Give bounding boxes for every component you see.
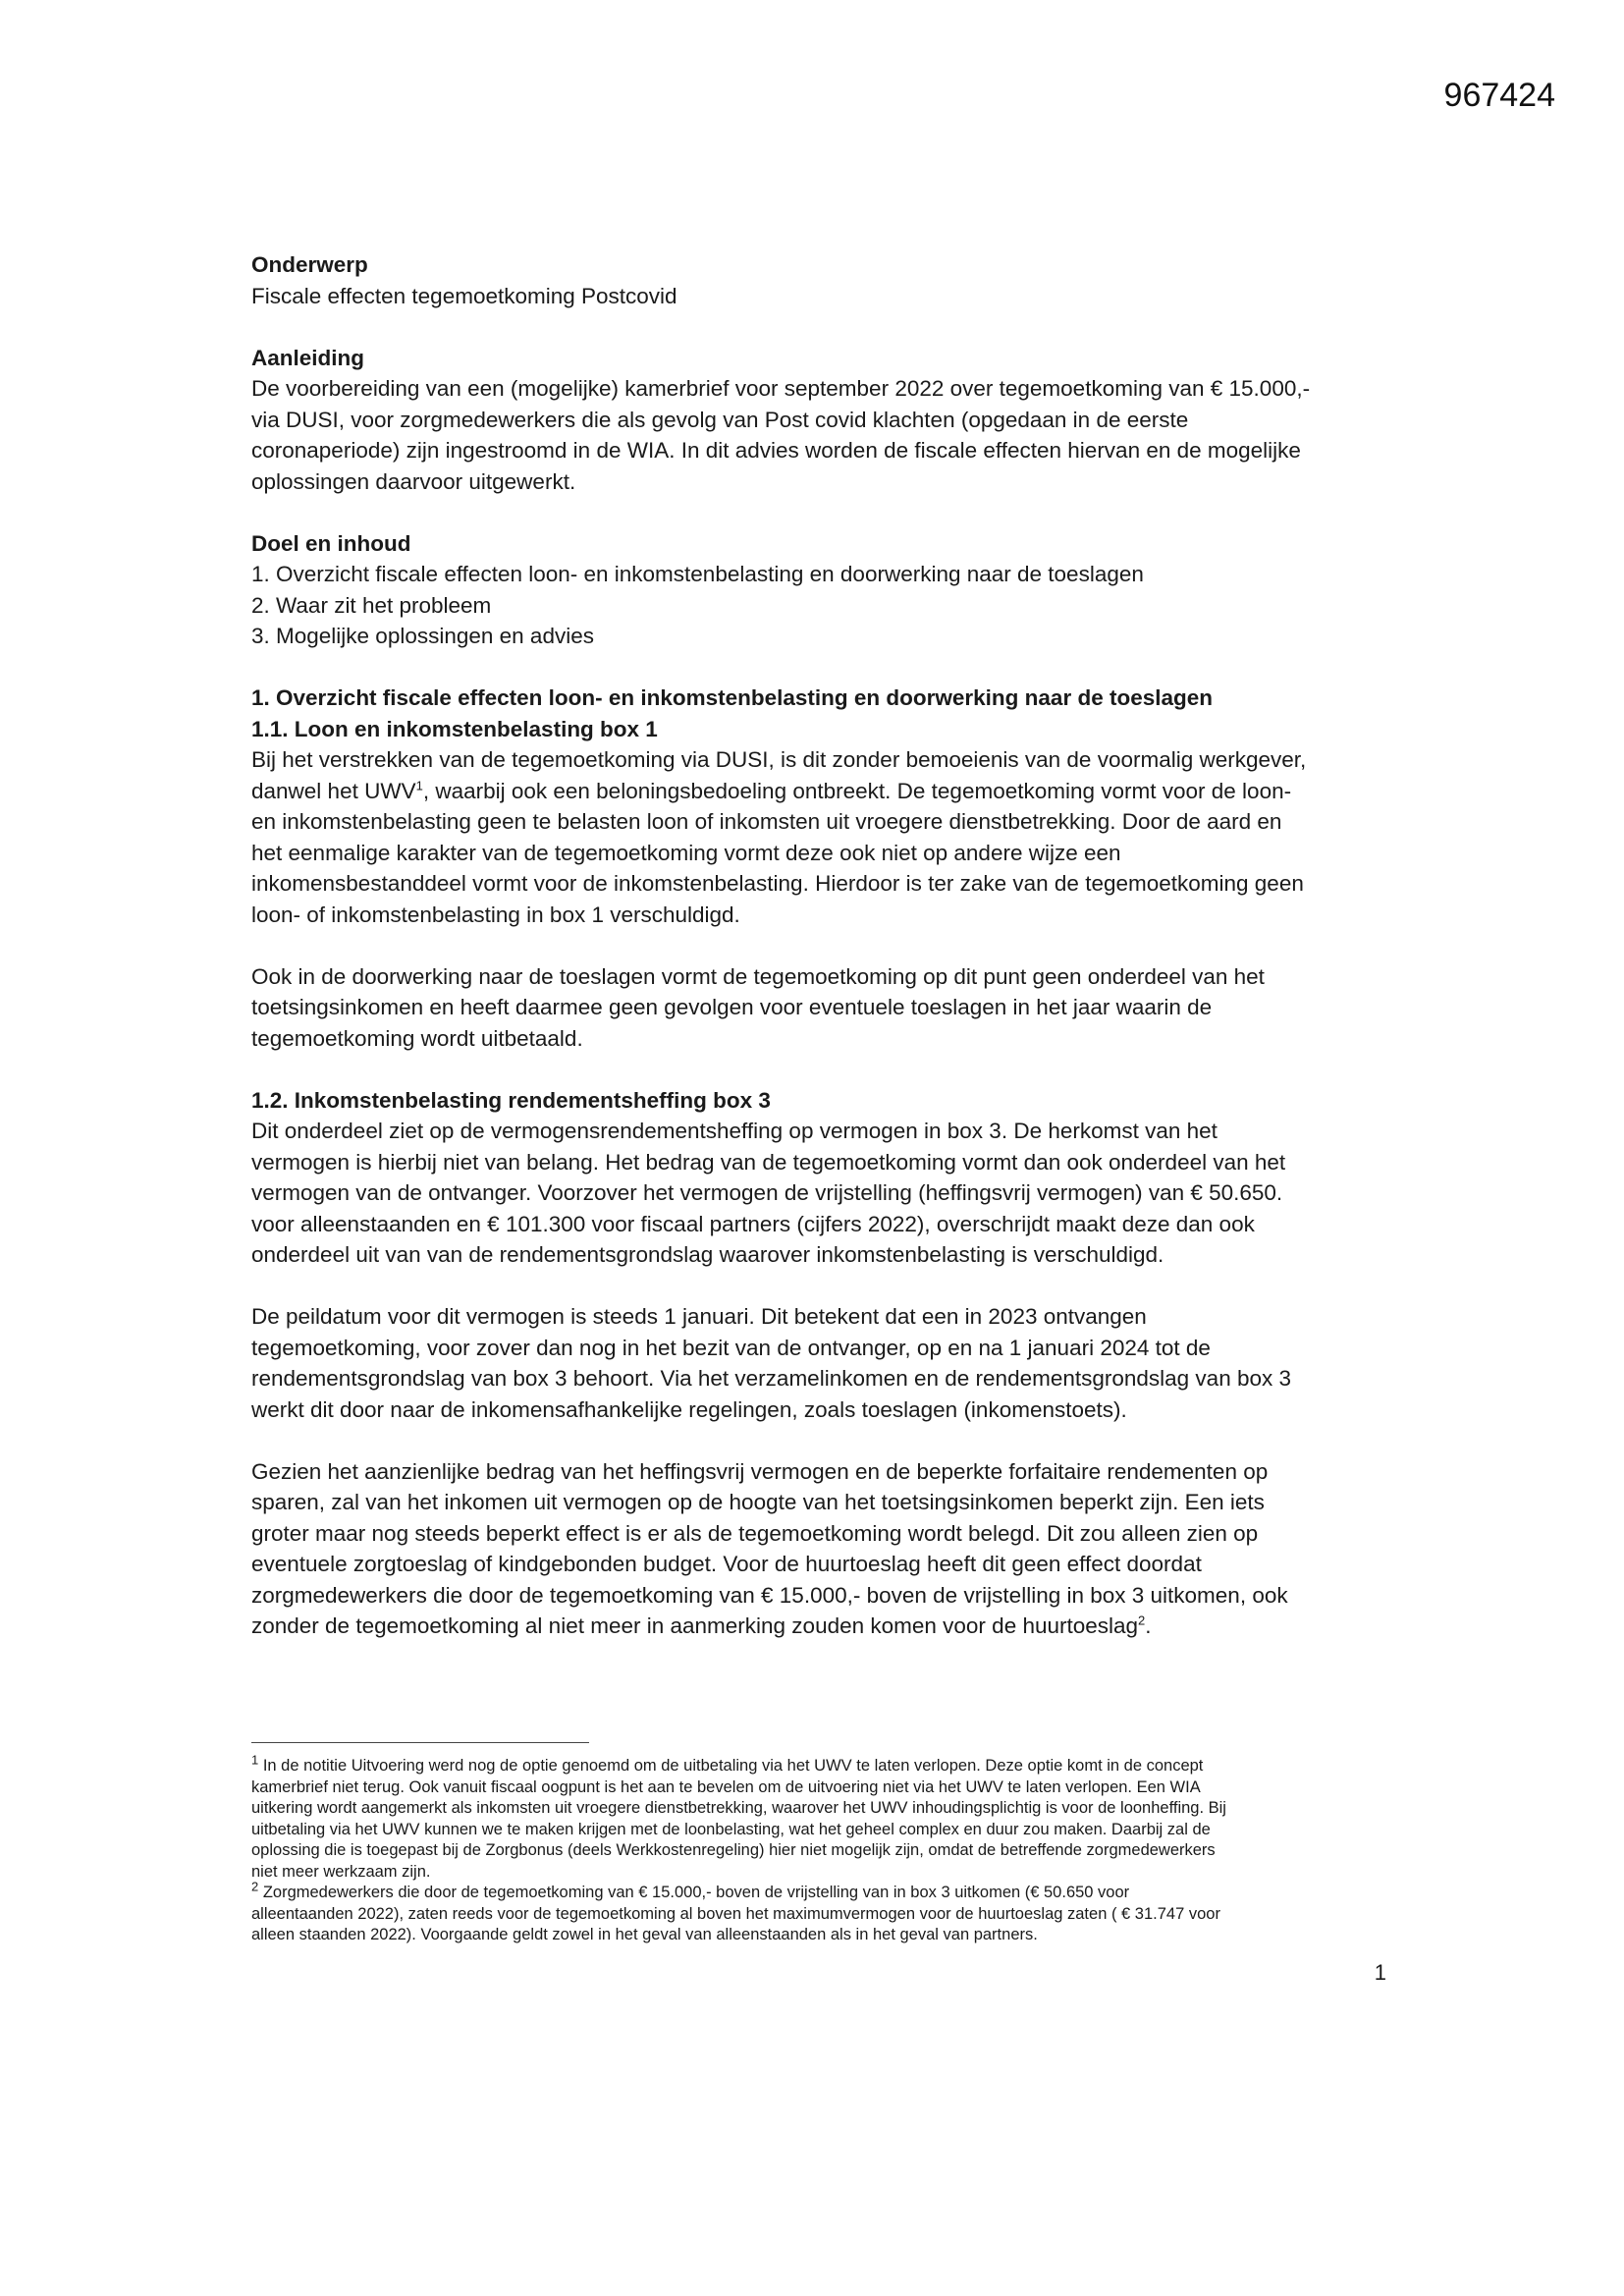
document-body: [251, 249, 1390, 1642]
footnote-ref-2: 2: [1138, 1613, 1146, 1628]
section-1-1-heading: 1.1. Loon en inkomstenbelasting box 1: [251, 716, 658, 741]
section-1-heading: 1. Overzicht fiscale effecten loon- en inkomstenbelasting en doorwerking naar de toeslagen: [251, 685, 1213, 710]
paragraph-line: [251, 1611, 1390, 1642]
footnote-2-line: [251, 1879, 1390, 1904]
footnote-marker-2: 2: [251, 1879, 259, 1894]
footnote-separator: [251, 1742, 589, 1743]
paragraph-line: tegemoetkoming, voor zover dan nog in het bezit van de ontvanger, op en na 1 januari 2024 tot de: [251, 1335, 1211, 1360]
paragraph-line: zorgmedewerkers die door de tegemoetkoming van € 15.000,- boven de vrijstelling in box 3 uitkomen, ook: [251, 1582, 1288, 1608]
section-1-2-paragraph-2: [251, 1301, 1390, 1425]
footnote-1-line: oplossing die is toegepast bij de Zorgbonus (deels Werkkostenregeling) hier niet mogelijk zijn, omdat de betreffende zorgmedewerkers: [251, 1841, 1216, 1859]
footnote-1-line: [251, 1752, 1390, 1777]
doel-list-item: 3. Mogelijke oplossingen en advies: [251, 624, 594, 648]
section-onderwerp: [251, 249, 1390, 311]
paragraph-line: Bij het verstrekken van de tegemoetkoming via DUSI, is dit zonder bemoeienis van de voormalig werkgever,: [251, 747, 1307, 772]
paragraph-line: Gezien het aanzienlijke bedrag van het heffingsvrij vermogen en de beperkte forfaitaire rendementen op: [251, 1458, 1269, 1484]
footnote-ref-1: 1: [415, 778, 423, 793]
section-1-1-paragraph-2: [251, 961, 1390, 1055]
paragraph-line: Ook in de doorwerking naar de toeslagen vormt de tegemoetkoming op dit punt geen onderdeel van het: [251, 963, 1265, 989]
footnote-1-line: uitbetaling via het UWV kunnen we te maken krijgen met de loonbelasting, wat het geheel complex en duur zou maken. Daarbij zal de: [251, 1820, 1211, 1838]
aanleiding-line: De voorbereiding van een (mogelijke) kamerbrief voor september 2022 over tegemoetkoming van € 15.000,-: [251, 376, 1311, 401]
section-doel-en-inhoud: [251, 528, 1390, 652]
text-span: danwel het UWV: [251, 778, 416, 803]
aanleiding-line: oplossingen daarvoor uitgewerkt.: [251, 468, 576, 494]
paragraph-line: werkt dit door naar de inkomensafhankelijke regelingen, zoals toeslagen (inkomenstoets).: [251, 1396, 1127, 1422]
paragraph-line: sparen, zal van het inkomen uit vermogen op de hoogte van het toetsingsinkomen beperkt zijn. Een iets: [251, 1490, 1265, 1514]
paragraph-line: het eenmalige karakter van de tegemoetkoming vormt deze ook niet op andere wijze een: [251, 840, 1121, 865]
aanleiding-heading: Aanleiding: [251, 345, 365, 370]
paragraph-line: vermogen is hierbij niet van belang. Het bedrag van de tegemoetkoming vormt dan ook onderdeel van het: [251, 1149, 1286, 1175]
onderwerp-text: Fiscale effecten tegemoetkoming Postcovid: [251, 283, 677, 308]
doel-list-item: 2. Waar zit het probleem: [251, 592, 492, 618]
footnote-2-line: alleentaanden 2022), zaten reeds voor de tegemoetkoming al boven het maximumvermogen voor de huurtoeslag zaten ( € 31.747 voor: [251, 1904, 1220, 1923]
footnotes: [251, 1752, 1390, 1946]
aanleiding-line: coronaperiode) zijn ingestroomd in de WIA. In dit advies worden de fiscale effecten hiervan en de mogelijke: [251, 438, 1301, 463]
footnote-2-line: alleen staanden 2022). Voorgaande geldt zowel in het geval van alleenstaanden als in het geval van partners.: [251, 1926, 1038, 1943]
paragraph-line: groter maar nog steeds beperkt effect is er als de tegemoetkoming wordt belegd. Dit zou alleen zien op: [251, 1520, 1259, 1546]
paragraph-line: onderdeel uit van van de rendementsgrondslag waarover inkomstenbelasting is verschuldigd.: [251, 1242, 1164, 1267]
paragraph-line: tegemoetkoming wordt uitbetaald.: [251, 1025, 583, 1051]
doel-heading: Doel en inhoud: [251, 530, 411, 556]
aanleiding-line: via DUSI, voor zorgmedewerkers die als gevolg van Post covid klachten (opgedaan in de eerste: [251, 407, 1189, 432]
footnote-1-line: kamerbrief niet terug. Ook vanuit fiscaal oogpunt is het aan te bevelen om de uitvoering niet via het UWV te laten verlopen. Een WIA: [251, 1777, 1201, 1796]
onderwerp-heading: Onderwerp: [251, 252, 368, 277]
paragraph-line: [251, 776, 1390, 807]
page-number: 1: [1374, 1960, 1386, 1985]
text-span: , waarbij ook een beloningsbedoeling ontbreekt. De tegemoetkoming vormt voor de loon-: [422, 778, 1292, 803]
paragraph-line: loon- of inkomstenbelasting in box 1 verschuldigd.: [251, 902, 740, 927]
section-1-2-paragraph-3: [251, 1456, 1390, 1642]
section-1-1: [251, 714, 1390, 931]
document-number: 967424: [1443, 77, 1555, 114]
text-span: .: [1145, 1613, 1152, 1638]
footnote-1-line: uitkering wordt aangemerkt als inkomsten uit vroegere dienstbetrekking, waarover het UWV inhoudingsplichtig is voor de loonheffing. Bij: [251, 1799, 1226, 1817]
paragraph-line: en inkomstenbelasting geen te belasten loon of inkomsten uit vroegere dienstbetrekking. Door de aard en: [251, 809, 1282, 834]
paragraph-line: inkomensbestanddeel vormt voor de inkomstenbelasting. Hierdoor is ter zake van de tegemoetkoming geen: [251, 871, 1304, 896]
section-1-2-heading: 1.2. Inkomstenbelasting rendementsheffing box 3: [251, 1087, 771, 1113]
paragraph-line: Dit onderdeel ziet op de vermogensrendementsheffing op vermogen in box 3. De herkomst van het: [251, 1119, 1218, 1143]
paragraph-line: rendementsgrondslag van box 3 behoort. Via het verzamelinkomen en de rendementsgrondslag van box 3: [251, 1366, 1292, 1391]
section-aanleiding: [251, 343, 1390, 498]
text-span: In de notitie Uitvoering werd nog de optie genoemd om de uitbetaling via het UWV te laten verlopen. Deze optie komt in de concept: [258, 1757, 1204, 1775]
footnote-1-line: niet meer werkzaam zijn.: [251, 1862, 431, 1881]
text-span: Zorgmedewerkers die door de tegemoetkoming van € 15.000,- boven de vrijstelling van in box 3 uitkomen (€ 50.650 voor: [258, 1884, 1130, 1901]
paragraph-line: voor alleenstaanden en € 101.300 voor fiscaal partners (cijfers 2022), overschrijdt maakt deze dan ook: [251, 1211, 1255, 1236]
paragraph-line: De peildatum voor dit vermogen is steeds 1 januari. Dit betekent dat een in 2023 ontvangen: [251, 1304, 1147, 1329]
paragraph-line: toetsingsinkomen en heeft daarmee geen gevolgen voor eventuele toeslagen in het jaar waarin de: [251, 995, 1213, 1019]
doel-list-item: 1. Overzicht fiscale effecten loon- en inkomstenbelasting en doorwerking naar de toeslagen: [251, 562, 1144, 586]
footnote-marker-1: 1: [251, 1752, 259, 1768]
text-span: zonder de tegemoetkoming al niet meer in aanmerking zouden komen voor de huurtoeslag: [251, 1613, 1139, 1638]
section-1-2: [251, 1085, 1390, 1271]
paragraph-line: vermogen van de ontvanger. Voorzover het vermogen de vrijstelling (heffingsvrij vermogen) van € 50.650.: [251, 1180, 1283, 1205]
paragraph-line: eventuele zorgtoeslag of kindgebonden budget. Voor de huurtoeslag heeft dit geen effect doordat: [251, 1552, 1202, 1576]
